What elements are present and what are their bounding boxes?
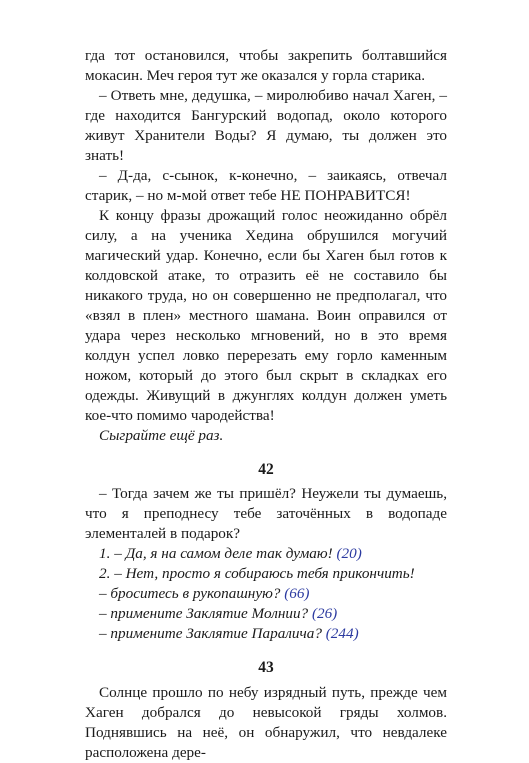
choice-text: 1. – Да, я на самом деле так думаю!	[99, 545, 333, 562]
page-text	[85, 46, 447, 763]
dialogue-paragraph: – Ответь мне, дедушка, – миролюбиво начал Хаген, – где находится Бангурский водопад, около которого живут Хранители Воды? Я думаю, ты должен это знать!	[85, 87, 447, 164]
choice-text: – броситесь в рукопашную?	[99, 585, 281, 602]
section-link[interactable]: (20)	[336, 545, 362, 562]
section-link[interactable]: (244)	[325, 625, 359, 642]
choice-item	[85, 564, 447, 584]
choice-item[interactable]	[85, 544, 447, 564]
choice-item[interactable]	[85, 604, 447, 624]
section-link[interactable]: (66)	[284, 585, 310, 602]
continuation-paragraph: гда тот остановился, чтобы закрепить болтавшийся мокасин. Меч героя тут же оказался у горла старика.	[85, 47, 447, 84]
section-text: – Тогда зачем же ты пришёл? Неужели ты думаешь, что я преподнесу тебе заточённых в водопаде элементалей в подарок?	[85, 485, 447, 542]
play-again-instruction: Сыграйте ещё раз.	[99, 427, 224, 444]
dialogue-paragraph: – Д-да, с-сынок, к-конечно, – заикаясь, отвечал старик, – но м-мой ответ тебе НЕ ПОНРАВИТСЯ!	[85, 167, 447, 204]
section-link[interactable]: (26)	[311, 605, 338, 622]
choice-text: – примените Заклятие Паралича?	[99, 625, 322, 642]
choice-item[interactable]	[85, 584, 447, 604]
choice-text: – примените Заклятие Молнии?	[99, 605, 309, 622]
narrative-paragraph: К концу фразы дрожащий голос неожиданно обрёл силу, а на ученика Хедина обрушился могучий магический удар. Конечно, если бы Хаген был готов к колдовской атаке, то отразить её не составило бы никакого труда, но он совершенно не предполагал, что «взял в плен» местного шамана. Воин оправился от удара через несколько мгновений, но в это время колдун успел ловко перерезать ему горло каменным ножом, который до этого был скрыт в складках его одежды. Живущий в джунглях колдун должен уметь кое-что помимо чародейства!	[85, 207, 447, 424]
choice-item[interactable]	[85, 624, 447, 644]
section-text: Солнце прошло по небу изрядный путь, прежде чем Хаген добрался до невысокой гряды холмов. Поднявшись на неё, он обнаружил, что невдалеке расположена дере-	[85, 684, 447, 761]
choice-list	[85, 544, 447, 644]
section-number: 42	[258, 461, 274, 478]
choice-text: 2. – Нет, просто я собираюсь тебя прикончить!	[99, 565, 415, 582]
section-number: 43	[258, 659, 274, 676]
